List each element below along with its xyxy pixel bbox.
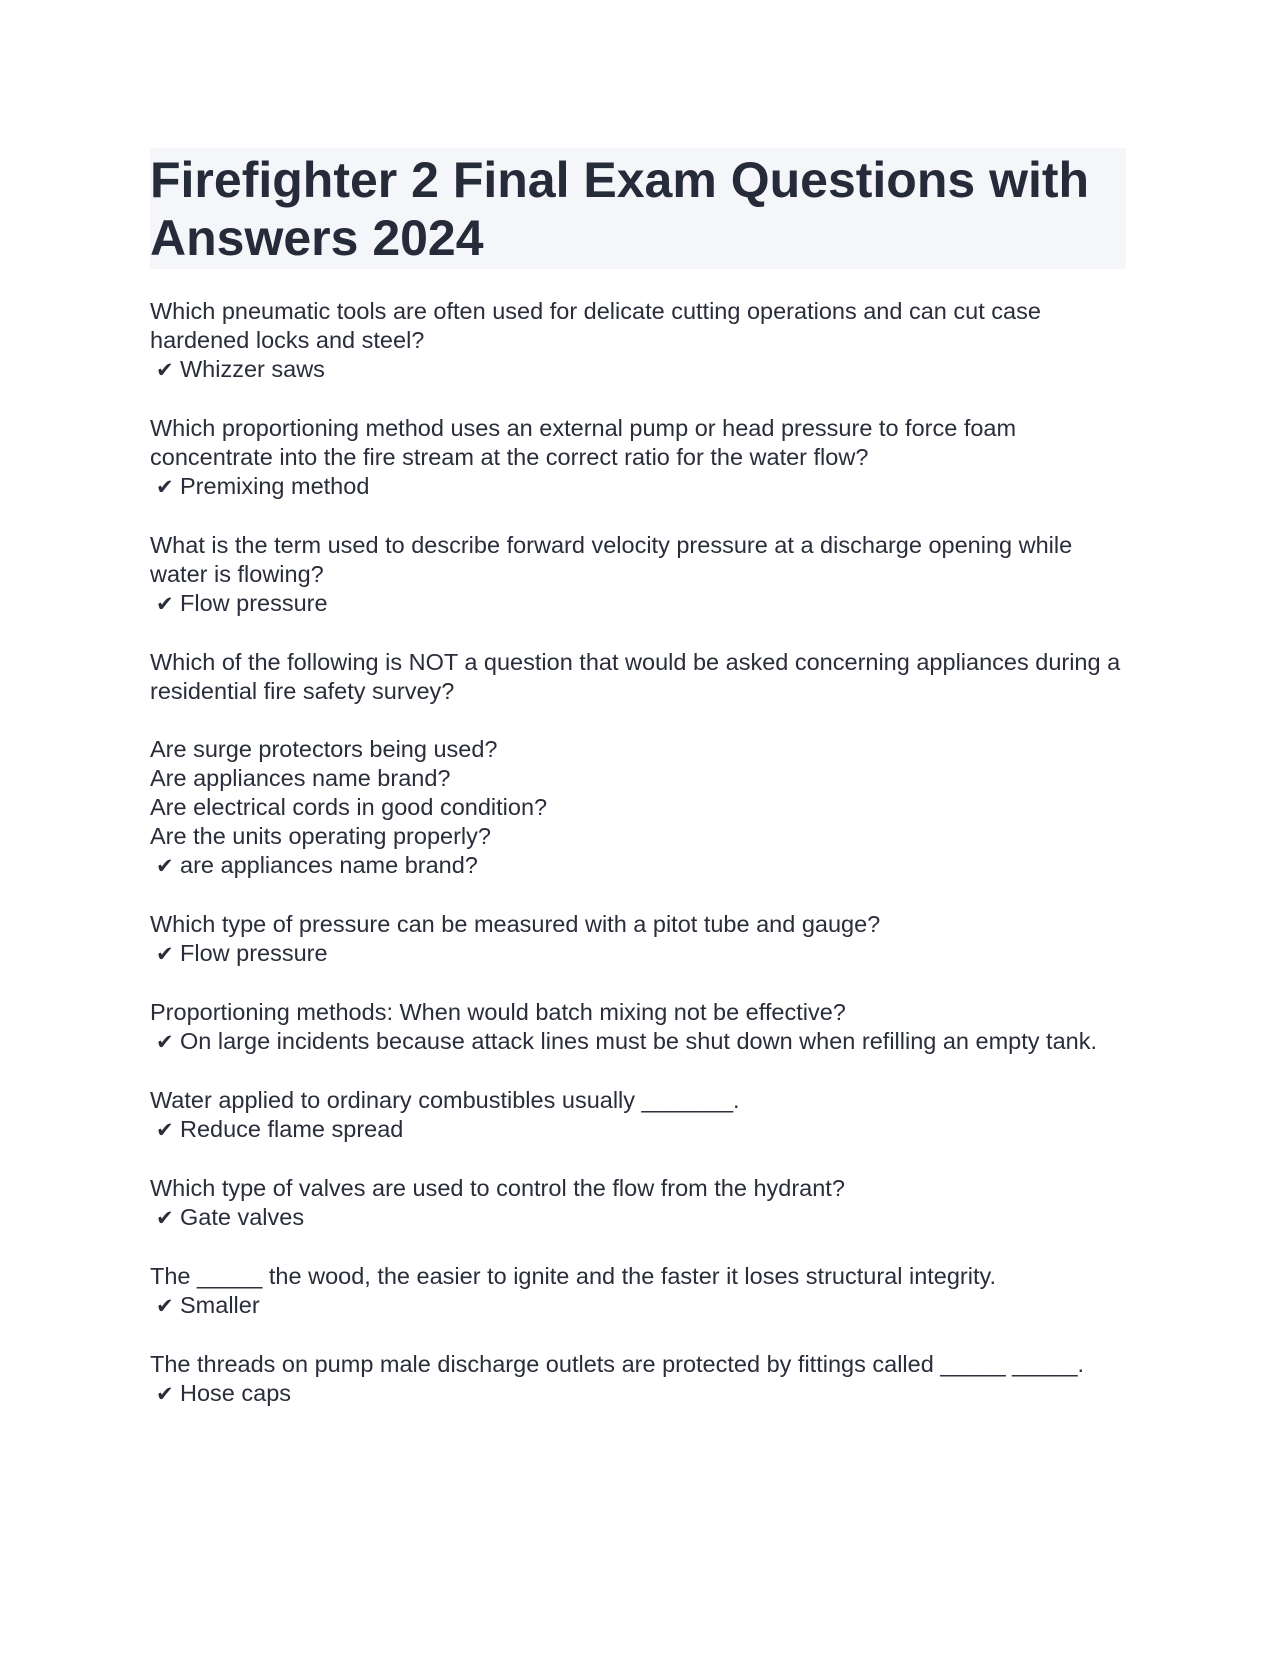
question-text: Which of the following is NOT a question that would be asked concerning appliances during a residential fire safety survey? bbox=[150, 649, 1127, 704]
answer-option: Are surge protectors being used? bbox=[150, 736, 498, 762]
qa-list bbox=[150, 297, 1126, 1409]
qa-item bbox=[150, 998, 1126, 1057]
answer-text: Flow pressure bbox=[180, 940, 328, 966]
answer-text: Whizzer saws bbox=[180, 356, 325, 382]
checkmark-icon: ✔ bbox=[156, 358, 174, 382]
answer-text: Gate valves bbox=[180, 1204, 305, 1230]
qa-item bbox=[150, 297, 1126, 385]
question-text: Which proportioning method uses an external pump or head pressure to force foam concentrate into the fire stream at the correct ratio for the water flow? bbox=[150, 415, 1023, 470]
answer-text: On large incidents because attack lines must be shut down when refilling an empty tank. bbox=[180, 1028, 1098, 1054]
answer-line bbox=[150, 472, 1126, 502]
qa-item bbox=[150, 531, 1126, 619]
qa-item bbox=[150, 414, 1126, 502]
answer-option: Are electrical cords in good condition? bbox=[150, 794, 548, 820]
checkmark-icon: ✔ bbox=[156, 942, 174, 966]
answer-line bbox=[150, 851, 1126, 881]
answer-option: Are appliances name brand? bbox=[150, 765, 451, 791]
answer-line bbox=[150, 1115, 1126, 1145]
document-page bbox=[150, 148, 1126, 1438]
answer-line bbox=[150, 1291, 1126, 1321]
answer-line bbox=[150, 1379, 1126, 1409]
answer-options bbox=[150, 735, 1126, 851]
answer-line bbox=[150, 1203, 1126, 1233]
checkmark-icon: ✔ bbox=[156, 1294, 174, 1318]
qa-item bbox=[150, 1262, 1126, 1321]
page-title: Firefighter 2 Final Exam Questions with Answers 2024 bbox=[150, 152, 1090, 266]
question-text: The threads on pump male discharge outlets are protected by fittings called _____ _____. bbox=[150, 1351, 1085, 1377]
qa-item bbox=[150, 648, 1126, 881]
checkmark-icon: ✔ bbox=[156, 475, 174, 499]
answer-text: Hose caps bbox=[180, 1380, 292, 1406]
checkmark-icon: ✔ bbox=[156, 1206, 174, 1230]
question-text: Which pneumatic tools are often used for delicate cutting operations and can cut case hardened locks and steel? bbox=[150, 298, 1048, 353]
answer-text: Flow pressure bbox=[180, 590, 328, 616]
question-text: What is the term used to describe forward velocity pressure at a discharge opening while water is flowing? bbox=[150, 532, 1079, 587]
qa-item bbox=[150, 1350, 1126, 1409]
answer-text: Premixing method bbox=[180, 473, 370, 499]
question-text: Which type of valves are used to control the flow from the hydrant? bbox=[150, 1175, 845, 1201]
question-text: Proportioning methods: When would batch mixing not be effective? bbox=[150, 999, 846, 1025]
answer-line bbox=[150, 355, 1126, 385]
checkmark-icon: ✔ bbox=[156, 854, 174, 878]
answer-text: are appliances name brand? bbox=[180, 852, 478, 878]
qa-item bbox=[150, 1086, 1126, 1145]
checkmark-icon: ✔ bbox=[156, 1118, 174, 1142]
question-text: Which type of pressure can be measured with a pitot tube and gauge? bbox=[150, 911, 881, 937]
checkmark-icon: ✔ bbox=[156, 592, 174, 616]
qa-item bbox=[150, 910, 1126, 969]
answer-line bbox=[150, 939, 1126, 969]
title-block bbox=[150, 148, 1126, 269]
answer-option: Are the units operating properly? bbox=[150, 823, 491, 849]
answer-line bbox=[150, 589, 1126, 619]
qa-item bbox=[150, 1174, 1126, 1233]
question-text: The _____ the wood, the easier to ignite and the faster it loses structural integrity. bbox=[150, 1263, 997, 1289]
answer-line bbox=[150, 1027, 1126, 1057]
checkmark-icon: ✔ bbox=[156, 1030, 174, 1054]
checkmark-icon: ✔ bbox=[156, 1382, 174, 1406]
answer-text: Smaller bbox=[180, 1292, 260, 1318]
answer-text: Reduce flame spread bbox=[180, 1116, 404, 1142]
question-text: Water applied to ordinary combustibles usually _______. bbox=[150, 1087, 740, 1113]
